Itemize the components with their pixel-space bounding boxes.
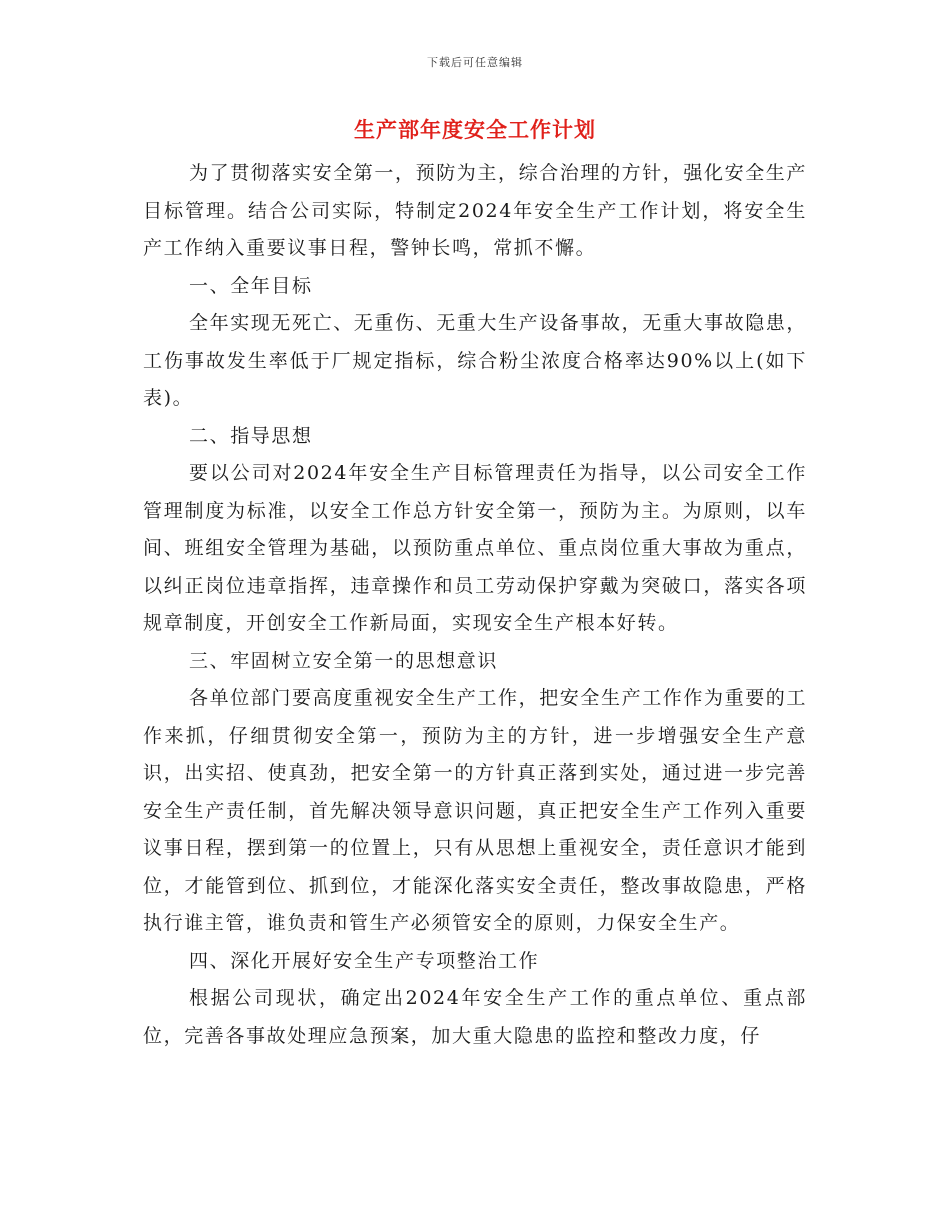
section-heading-guiding-ideology: 二、指导思想 (189, 424, 313, 447)
document-title: 生产部年度安全工作计划 (354, 117, 596, 142)
paragraph-safety-awareness: 各单位部门要高度重视安全生产工作，把安全生产工作作为重要的工作来抓，仔细贯彻安全第一，预防为主的方针，进一步增强安全生产意识，出实招、使真劲，把安全第一的方针真正落到实处，通过进一步完善安全生产责任制，首先解决领导意识问题，真正把安全生产工作列入重要议事日程，摆到第一的位置上，只有从思想上重视安全，责任意识才能到位，才能管到位、抓到位，才能深化落实安全责任，整改事故隐患，严格执行谁主管，谁负责和管生产必须管安全的原则，力保安全生产。 (143, 687, 808, 934)
paragraph-special-rectification: 根据公司现状，确定出2024年安全生产工作的重点单位、重点部位，完善各事故处理应急预案，加大重大隐患的监控和整改力度，仔 (143, 987, 807, 1047)
paragraph-intro: 为了贯彻落实安全第一，预防为主，综合治理的方针，强化安全生产目标管理。结合公司实际，特制定2024年安全生产工作计划，将安全生产工作纳入重要议事日程，警钟长鸣，常抓不懈。 (143, 162, 808, 259)
section-heading-special-rectification: 四、深化开展好安全生产专项整治工作 (189, 949, 540, 972)
paragraph-guiding-ideology: 要以公司对2024年安全生产目标管理责任为指导，以公司安全工作管理制度为标准，以安全工作总方针安全第一，预防为主。为原则，以车间、班组安全管理为基础，以预防重点单位、重点岗位重大事故为重点，以纠正岗位违章指挥，违章操作和员工劳动保护穿戴为突破口，落实各项规章制度，开创安全工作新局面，实现安全生产根本好转。 (143, 462, 807, 634)
section-heading-safety-awareness: 三、牢固树立安全第一的思想意识 (189, 649, 499, 672)
section-heading-annual-goals: 一、全年目标 (189, 274, 313, 297)
paragraph-annual-goals: 全年实现无死亡、无重伤、无重大生产设备事故，无重大事故隐患，工伤事故发生率低于厂规定指标，综合粉尘浓度合格率达90%以上(如下表)。 (143, 312, 808, 409)
document-body (143, 155, 807, 1055)
header-note: 下载后可任意编辑 (427, 56, 523, 69)
